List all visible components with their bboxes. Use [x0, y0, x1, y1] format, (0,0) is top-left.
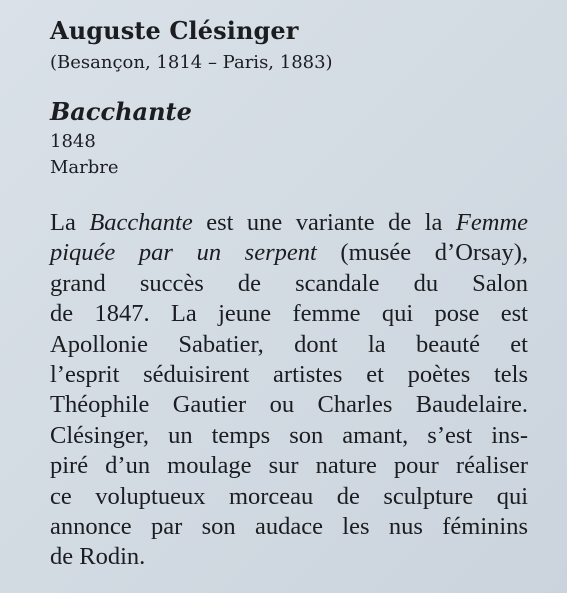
artist-name: Auguste Clésinger [50, 16, 299, 45]
description-line [50, 208, 528, 238]
description-line: ce voluptueux morceau de sculpture qui [50, 482, 528, 510]
description-line: Clésinger, un temps son amant, s’est ins- [50, 421, 528, 449]
description-line: Apollonie Sabatier, dont la beauté et [50, 330, 528, 358]
description-line: piré d’un moulage sur nature pour réaliser [50, 452, 528, 480]
description-text-segment: est une variante de la [192, 209, 456, 236]
description-line: Théophile Gautier ou Charles Baudelaire. [50, 391, 528, 419]
description-italic-title: piquée par un serpent [50, 239, 317, 267]
description-line: de 1847. La jeune femme qui pose est [50, 300, 528, 328]
artwork-year: 1848 [50, 131, 96, 152]
description-text [50, 208, 528, 573]
description-line: de Rodin. [50, 543, 146, 571]
description-line [50, 238, 528, 268]
artwork-medium: Marbre [50, 157, 119, 178]
description-italic-title: Femme [455, 209, 529, 236]
description-line: grand succès de scandale du Salon [50, 269, 528, 297]
description-italic-title: Bacchante [89, 209, 193, 236]
description-line: annonce par son audace les nus féminins [50, 513, 528, 541]
description-text-segment: La [50, 209, 90, 236]
artist-birth-death: (Besançon, 1814 – Paris, 1883) [50, 52, 333, 73]
description-line: l’esprit séduisirent artistes et poètes tels [50, 361, 528, 389]
artwork-title: Bacchante [50, 97, 192, 126]
description-text-segment: (musée d’Orsay), [316, 239, 528, 267]
